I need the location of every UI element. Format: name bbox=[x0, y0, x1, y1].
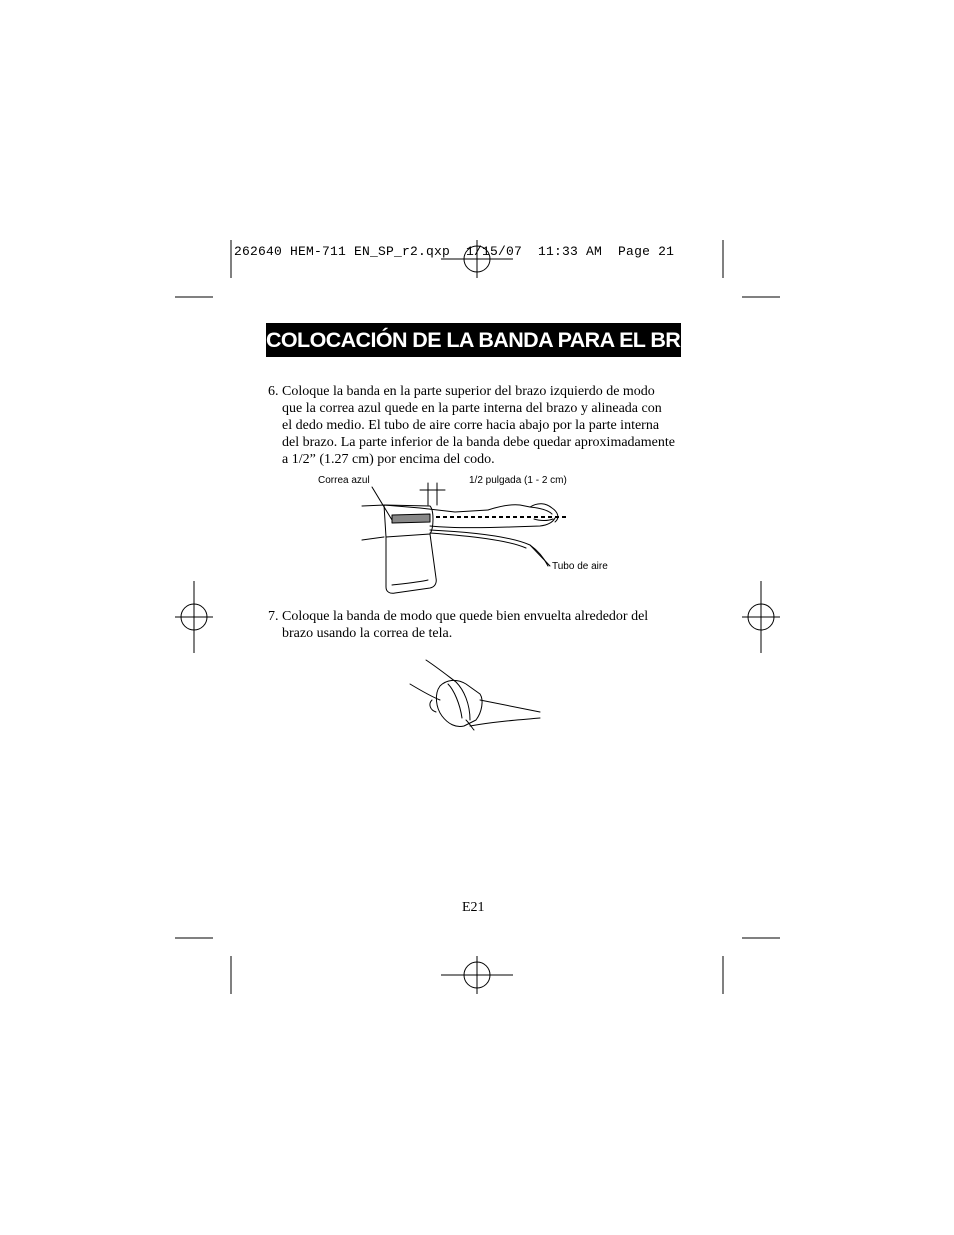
label-distance: 1/2 pulgada (1 - 2 cm) bbox=[469, 475, 567, 486]
label-blue-strap: Correa azul bbox=[318, 475, 370, 486]
step-6-line: del brazo. La parte inferior de la banda debe quedar aproximadamente bbox=[282, 435, 675, 450]
step-6-line: que la correa azul quede en la parte interna del brazo y alineada con bbox=[282, 401, 662, 416]
step-7-line: brazo usando la correa de tela. bbox=[282, 626, 453, 641]
page-title: COLOCACIÓN DE LA BANDA PARA EL BRAZO bbox=[266, 323, 681, 357]
step-7-line: 7. Coloque la banda de modo que quede bien envuelta alrededor del bbox=[268, 609, 649, 624]
step-6-line: a 1/2” (1.27 cm) por encima del codo. bbox=[282, 452, 495, 467]
step-6-line: 6. Coloque la banda en la parte superior del brazo izquierdo de modo bbox=[268, 384, 655, 399]
step-6-line: el dedo medio. El tubo de aire corre hacia abajo por la parte interna bbox=[282, 418, 660, 433]
file-slug-line: 262640 HEM-711 EN_SP_r2.qxp 1/15/07 11:33 AM Page 21 bbox=[234, 244, 675, 259]
page-number: E21 bbox=[462, 900, 485, 915]
label-air-tube: Tubo de aire bbox=[552, 561, 608, 572]
